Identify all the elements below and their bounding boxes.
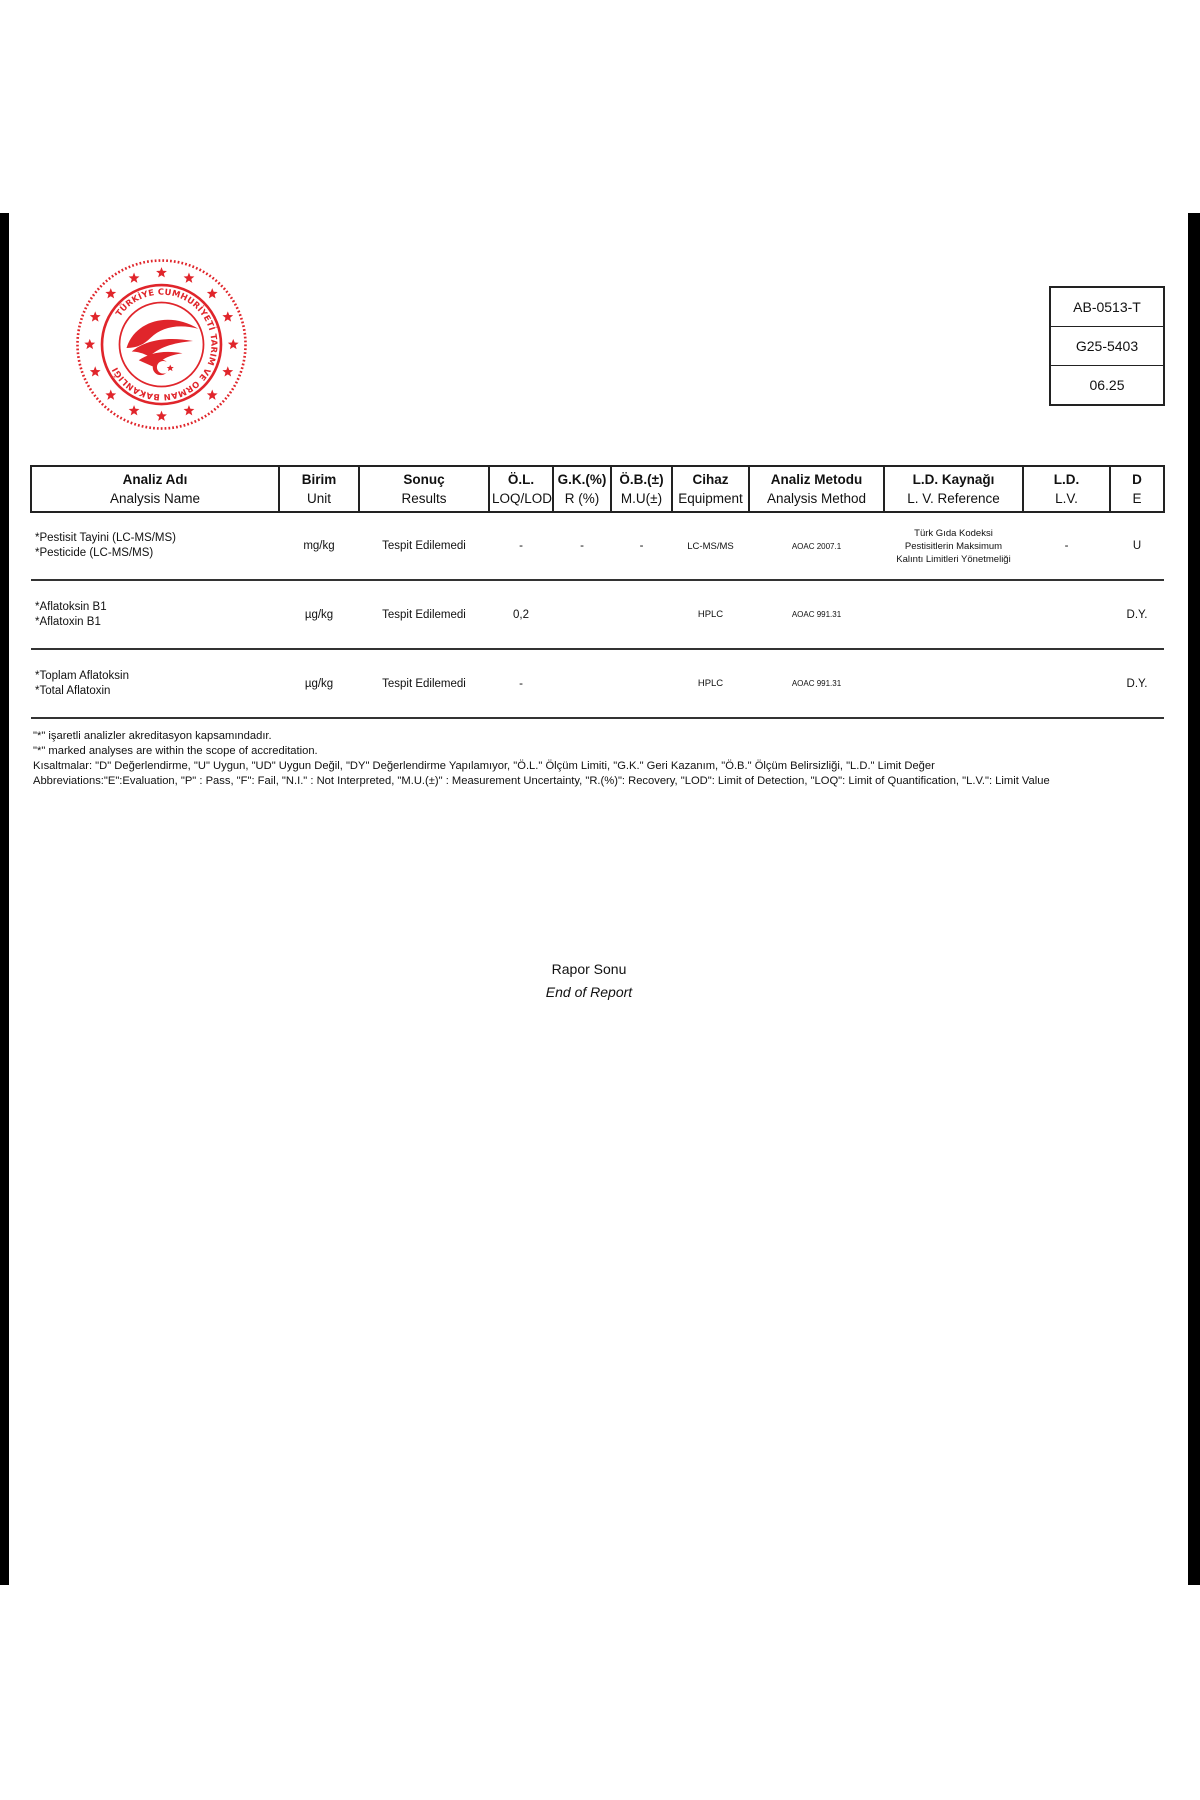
abbreviations-tr: Kısaltmalar: "D" Değerlendirme, "U" Uygun, "UD" Uygun Değil, "DY" Değerlendirme Yapılamıyor, "Ö.L." Ölçüm Limiti, "G.K." Geri Kazanım, "Ö.B." Ölçüm Belirsizliği, "L.D." Limit Değer	[33, 760, 935, 772]
seal-star-icon	[184, 405, 195, 415]
header-limit-value: L.D. L.V.	[1023, 466, 1110, 512]
seal-star-icon	[184, 273, 195, 283]
table-row	[31, 649, 1164, 718]
recovery-cell	[553, 649, 611, 718]
end-of-report-tr: Rapor Sonu	[551, 961, 627, 977]
recovery-cell	[553, 580, 611, 649]
uncertainty-cell	[611, 580, 672, 649]
seal-star-icon	[105, 390, 116, 400]
header-equipment: Cihaz Equipment	[672, 466, 749, 512]
seal-star-icon	[207, 390, 218, 400]
seal-star-icon	[129, 405, 140, 415]
report-date: 06.25	[1089, 377, 1125, 393]
end-of-report-en: End of Report	[545, 984, 633, 1000]
table-header-row	[31, 466, 1164, 512]
header-loq-lod: Ö.L. LOQ/LOD	[489, 466, 553, 512]
svg-text:TÜRKİYE CUMHURİYETİ TARIM VE O: TÜRKİYE CUMHURİYETİ TARIM VE ORMAN BAKANLIĞI	[109, 286, 220, 403]
loq-cell: -	[489, 649, 553, 718]
seal-star-icon	[207, 288, 218, 298]
unit-cell: mg/kg	[279, 512, 359, 580]
recovery-cell: -	[553, 512, 611, 580]
report-number: G25-5403	[1051, 327, 1163, 366]
header-unit: Birim Unit	[279, 466, 359, 512]
loq-cell: -	[489, 512, 553, 580]
table-row	[31, 512, 1164, 580]
header-evaluation: D E	[1110, 466, 1164, 512]
evaluation-cell: D.Y.	[1110, 580, 1164, 649]
equipment-cell: LC-MS/MS	[672, 512, 749, 580]
header-analysis-name: Analiz Adı Analysis Name	[31, 466, 279, 512]
method-cell: AOAC 991.31	[749, 580, 884, 649]
result-cell: Tespit Edilemedi	[359, 512, 489, 580]
analysis-name-cell: *Aflatoksin B1 *Aflatoxin B1	[31, 580, 279, 649]
equipment-cell: HPLC	[672, 649, 749, 718]
equipment-cell: HPLC	[672, 580, 749, 649]
abbreviations-en: Abbreviations:"E":Evaluation, "P" : Pass, "F": Fail, "N.I." : Not Interpreted, "M.U.(±)" : Measurement Uncertainty, "R.(%)": Recovery, "LOD": Limit of Detection, "LOQ": Limit of Quantification, "L.V.": Limit Value	[33, 775, 1050, 787]
header-analysis-method: Analiz Metodu Analysis Method	[749, 466, 884, 512]
limit-reference-cell	[884, 649, 1023, 718]
seal-star-icon	[156, 411, 167, 421]
report-notes	[33, 729, 1173, 789]
seal-star-icon	[84, 339, 95, 349]
seal-star-icon	[90, 311, 101, 321]
header-results: Sonuç Results	[359, 466, 489, 512]
limit-value-cell	[1023, 580, 1110, 649]
uncertainty-cell	[611, 649, 672, 718]
seal-star-icon	[228, 339, 239, 349]
report-reference-box	[1049, 286, 1165, 406]
analysis-name-cell: *Toplam Aflatoksin *Total Aflatoxin	[31, 649, 279, 718]
result-cell: Tespit Edilemedi	[359, 580, 489, 649]
seal-star-icon	[222, 311, 233, 321]
scan-edge-left	[0, 213, 9, 1585]
result-cell: Tespit Edilemedi	[359, 649, 489, 718]
analysis-name-cell: *Pestisit Tayini (LC-MS/MS) *Pesticide (LC-MS/MS)	[31, 512, 279, 580]
seal-star-icon	[222, 366, 233, 376]
limit-value-cell	[1023, 649, 1110, 718]
uncertainty-cell: -	[611, 512, 672, 580]
seal-star-icon	[156, 267, 167, 277]
accreditation-note-tr: "*" işaretli analizler akreditasyon kapsamındadır.	[33, 730, 272, 742]
header-recovery: G.K.(%) R (%)	[553, 466, 611, 512]
scan-edge-right	[1188, 213, 1200, 1585]
method-cell: AOAC 991.31	[749, 649, 884, 718]
limit-value-cell: -	[1023, 512, 1110, 580]
limit-reference-cell	[884, 580, 1023, 649]
header-limit-reference: L.D. Kaynağı L. V. Reference	[884, 466, 1023, 512]
evaluation-cell: U	[1110, 512, 1164, 580]
method-cell: AOAC 2007.1	[749, 512, 884, 580]
table-row	[31, 580, 1164, 649]
accreditation-number: AB-0513-T	[1051, 288, 1163, 327]
ministry-seal-logo	[74, 257, 249, 432]
unit-cell: µg/kg	[279, 649, 359, 718]
unit-cell: µg/kg	[279, 580, 359, 649]
seal-star-icon	[129, 273, 140, 283]
end-of-report	[0, 958, 1178, 1004]
analysis-results-table	[30, 465, 1165, 719]
seal-star-icon	[90, 366, 101, 376]
seal-star-icon	[105, 288, 116, 298]
loq-cell: 0,2	[489, 580, 553, 649]
limit-reference-cell: Türk Gıda Kodeksi Pestisitlerin Maksimum Kalıntı Limitleri Yönetmeliği	[884, 512, 1023, 580]
evaluation-cell: D.Y.	[1110, 649, 1164, 718]
header-uncertainty: Ö.B.(±) M.U(±)	[611, 466, 672, 512]
accreditation-note-en: "*" marked analyses are within the scope of accreditation.	[33, 745, 318, 757]
